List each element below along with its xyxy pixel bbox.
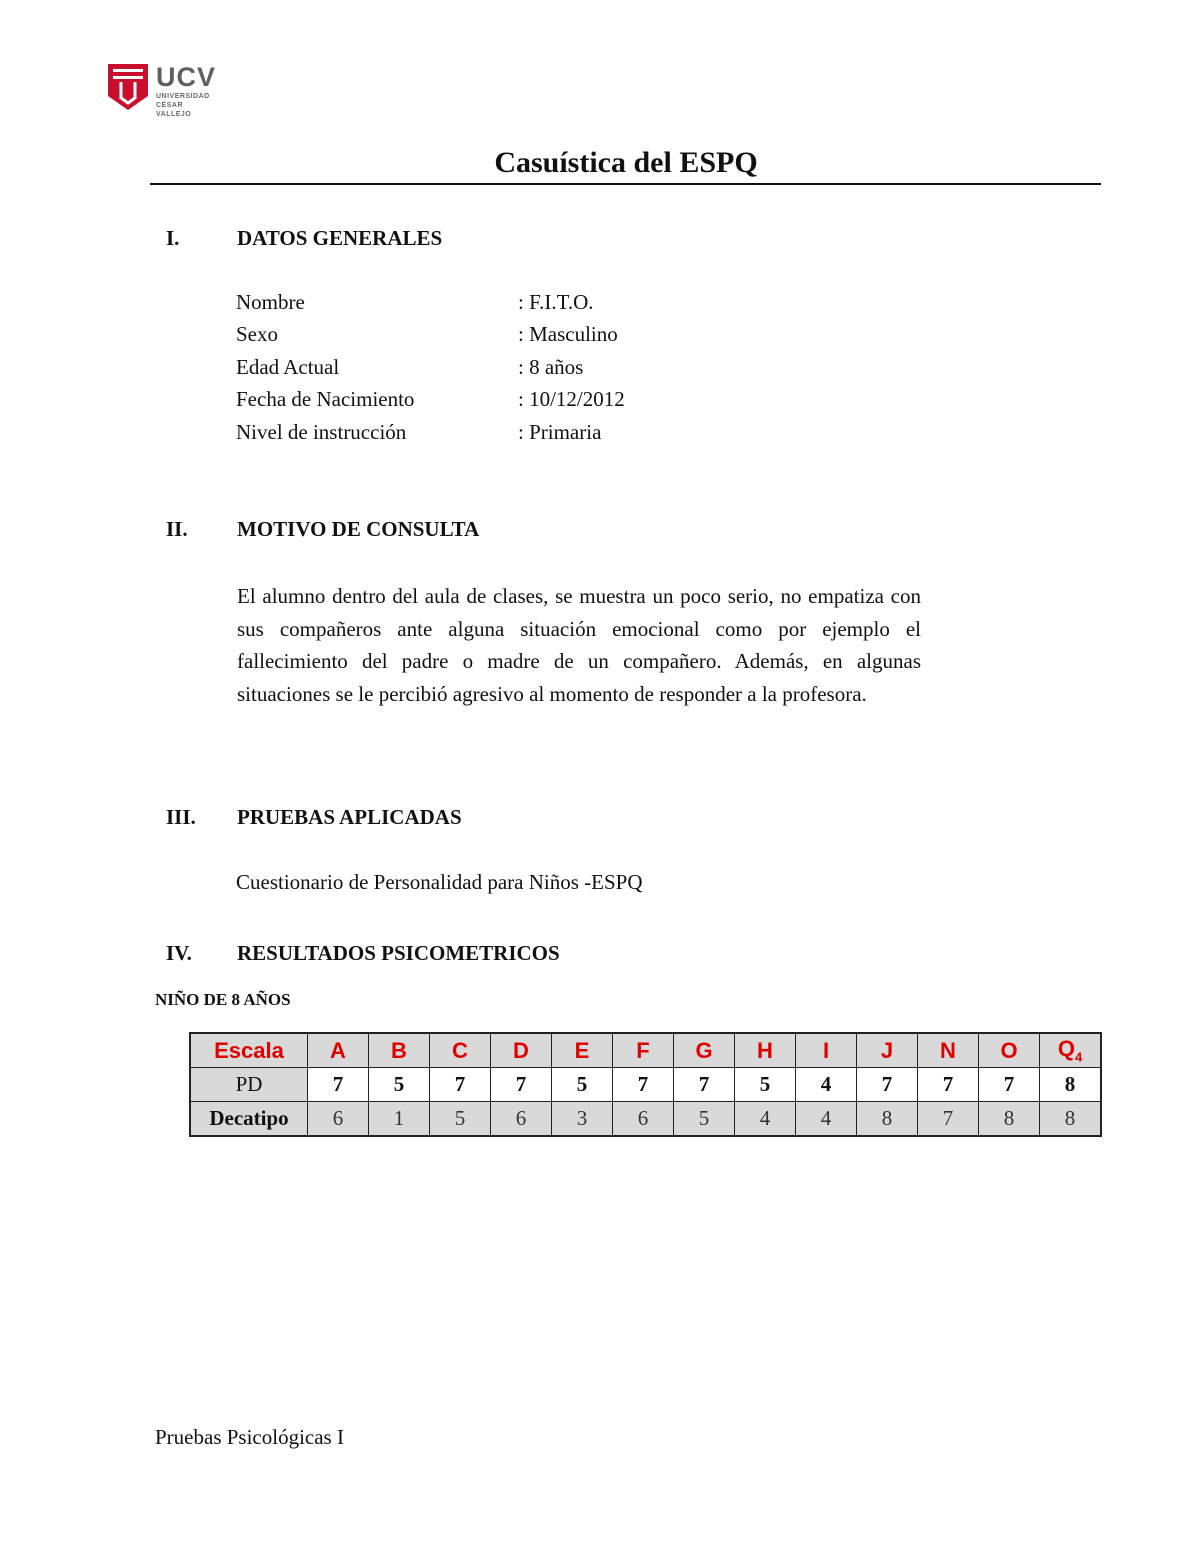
pd-cell: 7: [430, 1068, 491, 1102]
table-row-pd: [190, 1068, 1101, 1102]
field-label-nombre: Nombre: [236, 290, 305, 314]
scale-header: B: [369, 1033, 430, 1068]
decatipo-cell: 3: [552, 1102, 613, 1137]
decatipo-cell: 8: [857, 1102, 918, 1137]
page-footer: Pruebas Psicológicas I: [155, 1425, 344, 1449]
table-row-decatipo: [190, 1102, 1101, 1137]
applied-test-name: Cuestionario de Personalidad para Niños -ESPQ: [236, 870, 643, 894]
row-label-pd: PD: [190, 1068, 308, 1102]
section-4-title: RESULTADOS PSICOMETRICOS: [237, 941, 560, 965]
university-shield-icon: [108, 62, 148, 112]
scale-header: E: [552, 1033, 613, 1068]
section-2-number: II.: [166, 517, 188, 541]
logo-line-2: CÉSAR VALLEJO: [156, 102, 192, 118]
decatipo-cell: 6: [491, 1102, 552, 1137]
section-1-number: I.: [166, 226, 180, 250]
field-label-sexo: Sexo: [236, 322, 278, 346]
field-value-nivel: : Primaria: [518, 420, 602, 444]
section-2-title: MOTIVO DE CONSULTA: [237, 517, 480, 541]
scale-header-q4: [1040, 1033, 1102, 1068]
scale-header-q4-subscript: 4: [1074, 1049, 1083, 1065]
scale-header: A: [308, 1033, 369, 1068]
field-label-nivel: Nivel de instrucción: [236, 420, 407, 444]
scale-header: D: [491, 1033, 552, 1068]
decatipo-cell: 5: [674, 1102, 735, 1137]
table-row-escala: [190, 1033, 1101, 1068]
decatipo-cell: 4: [735, 1102, 796, 1137]
pd-cell: 5: [735, 1068, 796, 1102]
decatipo-cell: 8: [1040, 1102, 1102, 1137]
section-3-number: III.: [166, 805, 196, 829]
logo-line-1: UNIVERSIDAD: [156, 93, 210, 100]
pd-cell: 7: [308, 1068, 369, 1102]
pd-cell: 7: [613, 1068, 674, 1102]
decatipo-cell: 8: [979, 1102, 1040, 1137]
section-1-title: DATOS GENERALES: [237, 226, 443, 250]
section-4-number: IV.: [166, 941, 192, 965]
pd-cell: 5: [369, 1068, 430, 1102]
pd-cell: 7: [857, 1068, 918, 1102]
document-title: Casuística del ESPQ: [494, 146, 758, 179]
field-value-nombre: : F.I.T.O.: [518, 290, 594, 314]
decatipo-cell: 5: [430, 1102, 491, 1137]
scale-header-q4-letter: Q: [1057, 1036, 1075, 1062]
scale-header: J: [857, 1033, 918, 1068]
field-value-sexo: : Masculino: [518, 322, 618, 346]
decatipo-cell: 6: [308, 1102, 369, 1137]
scale-header: I: [796, 1033, 857, 1068]
field-value-edad: : 8 años: [518, 355, 584, 379]
row-label-decatipo: Decatipo: [190, 1102, 308, 1137]
results-subtitle: NIÑO DE 8 AÑOS: [155, 990, 291, 1009]
university-logo: [108, 62, 218, 118]
pd-cell: 7: [979, 1068, 1040, 1102]
field-label-fecha: Fecha de Nacimiento: [236, 387, 415, 411]
decatipo-cell: 4: [796, 1102, 857, 1137]
decatipo-cell: 1: [369, 1102, 430, 1137]
decatipo-cell: 6: [613, 1102, 674, 1137]
field-label-edad: Edad Actual: [236, 355, 340, 379]
row-label-escala: Escala: [190, 1033, 308, 1068]
scale-header: O: [979, 1033, 1040, 1068]
pd-cell: 7: [491, 1068, 552, 1102]
scale-header: G: [674, 1033, 735, 1068]
field-value-fecha: : 10/12/2012: [518, 387, 625, 411]
pd-cell: 8: [1040, 1068, 1102, 1102]
scale-header: H: [735, 1033, 796, 1068]
pd-cell: 4: [796, 1068, 857, 1102]
scale-header: C: [430, 1033, 491, 1068]
decatipo-cell: 7: [918, 1102, 979, 1137]
section-3-title: PRUEBAS APLICADAS: [237, 805, 462, 829]
scale-header: N: [918, 1033, 979, 1068]
scale-header: F: [613, 1033, 674, 1068]
pd-cell: 7: [918, 1068, 979, 1102]
pd-cell: 5: [552, 1068, 613, 1102]
results-table: [189, 1032, 1102, 1137]
logo-name: UCV: [156, 62, 217, 92]
title-underline: [150, 183, 1101, 185]
consultation-reason-text: El alumno dentro del aula de clases, se muestra un poco serio, no empatiza con sus compañeros ante alguna situación emocional como por ejemplo el fallecimiento del padre o madre de un compañero. Además, en algunas situaciones se le percibió agresivo al momento de responder a la profesora.: [237, 584, 921, 706]
pd-cell: 7: [674, 1068, 735, 1102]
